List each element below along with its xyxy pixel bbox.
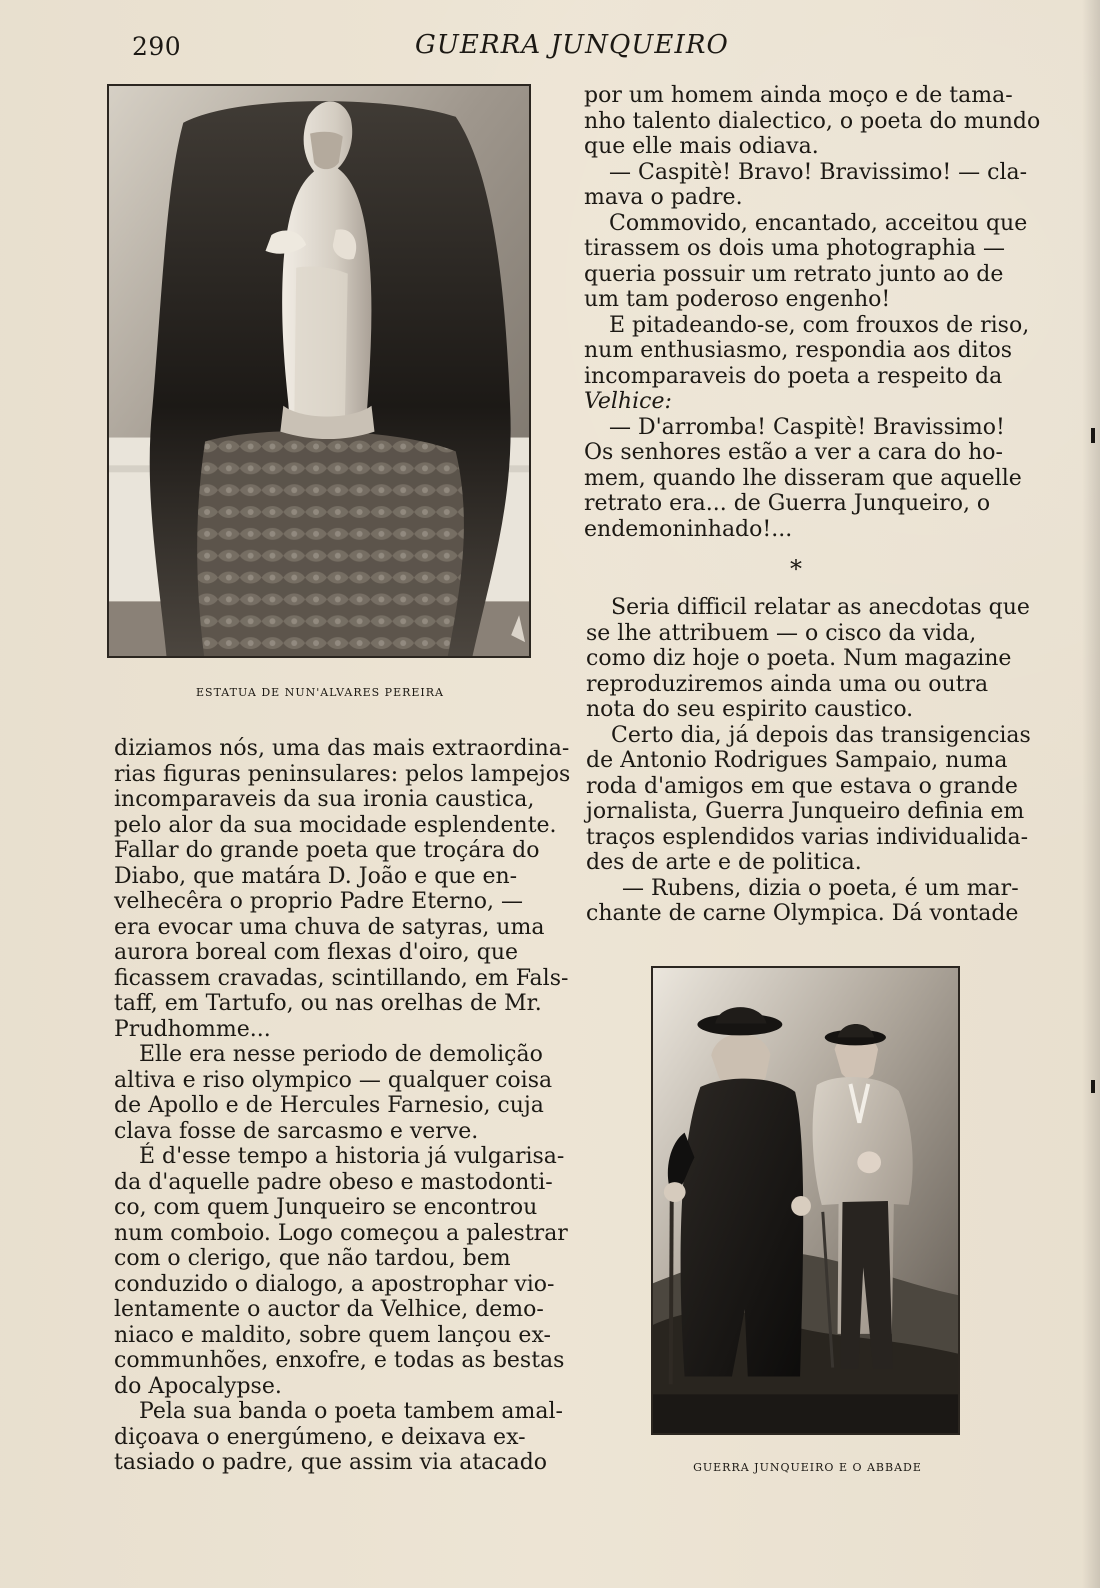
right-top-line-2: nho talento dialectico, o poeta do mundo (584, 108, 1041, 134)
left-line-4: pelo alor da sua mocidade esplendente. (114, 812, 557, 838)
left-line-9: aurora boreal com flexas d'oiro, que (114, 940, 519, 965)
statue-photograph (107, 84, 531, 658)
right-top-line-17: retrato era... de Guerra Junqueiro, o (584, 491, 991, 516)
right-bottom-line-2: se lhe attribuem — o cisco da vida, (586, 620, 977, 646)
left-line-12: Prudhomme... (114, 1016, 271, 1042)
right-column-top-text (584, 83, 1041, 542)
right-column-bottom-text (586, 595, 1031, 927)
statue-caption: ESTATUA DE NUN'ALVARES PEREIRA (196, 686, 444, 699)
left-line-24: niaco e maldito, sobre quem lançou ex- (114, 1322, 551, 1348)
right-top-line-12: incomparaveis do poeta a respeito da (584, 363, 1003, 389)
right-top-line-15: Os senhores estão a ver a cara do ho- (584, 440, 1003, 465)
right-bottom-line-6: Certo dia, já depois das transigencias (611, 722, 1031, 748)
right-top-line-13: Velhice: (584, 389, 672, 414)
left-line-18: da d'aquelle padre obeso e mastodonti- (114, 1169, 553, 1195)
margin-mark-lower (1091, 1080, 1095, 1093)
left-line-14: altiva e riso olympico — qualquer coisa (114, 1067, 553, 1093)
left-line-11: taff, em Tartufo, ou nas orelhas de Mr. (114, 991, 542, 1016)
left-line-25: communhões, enxofre, e todas as bestas (114, 1348, 565, 1373)
right-bottom-line-13: chante de carne Olympica. Dá vontade (586, 901, 1019, 926)
right-top-line-8: queria possuir um retrato junto ao de (584, 261, 1004, 287)
right-top-line-18: endemoninhado!... (584, 516, 793, 542)
left-line-27: Pela sua banda o poeta tambem amal- (139, 1399, 563, 1424)
left-line-16: clava fosse de sarcasmo e verve. (114, 1118, 479, 1144)
right-top-line-11: num enthusiasmo, respondia aos ditos (584, 338, 1013, 363)
junqueiro-and-abbade-photograph (651, 966, 960, 1435)
left-line-10: ficassem cravadas, scintillando, em Fals- (114, 965, 569, 991)
right-top-line-10: E pitadeando-se, com frouxos de riso, (609, 312, 1030, 338)
left-line-29: tasiado o padre, que assim via atacado (114, 1450, 548, 1475)
right-top-line-9: um tam poderoso engenho! (584, 287, 891, 312)
left-line-26: do Apocalypse. (114, 1373, 282, 1399)
left-line-13: Elle era nesse periodo de demolição (139, 1042, 543, 1067)
left-line-7: velhecêra o proprio Padre Eterno, — (114, 889, 523, 914)
right-bottom-line-8: roda d'amigos em que estava o grande (586, 773, 1018, 799)
page-number: 290 (132, 32, 182, 61)
right-bottom-line-3: como diz hoje o poeta. Num magazine (586, 646, 1012, 671)
left-line-2: rias figuras peninsulares: pelos lampejos (114, 761, 571, 787)
left-line-8: era evocar uma chuva de satyras, uma (114, 914, 545, 940)
left-line-15: de Apollo e de Hercules Farnesio, cuja (114, 1093, 544, 1118)
left-line-28: diçoava o energúmeno, e deixava ex- (114, 1424, 526, 1450)
left-line-19: co, com quem Junqueiro se encontrou (114, 1195, 538, 1220)
section-separator: * (790, 555, 802, 583)
right-bottom-line-7: de Antonio Rodrigues Sampaio, numa (586, 748, 1008, 773)
right-top-line-16: mem, quando lhe disseram que aquelle (584, 465, 1022, 491)
left-line-6: Diabo, que matára D. João e que en- (114, 863, 518, 889)
right-bottom-line-5: nota do seu espirito caustico. (586, 697, 914, 722)
right-bottom-line-4: reproduziremos ainda uma ou outra (586, 671, 989, 697)
right-top-line-1: por um homem ainda moço e de tama- (584, 83, 1013, 108)
left-line-1: diziamos nós, uma das mais extraordina- (114, 736, 570, 761)
right-top-line-14: — D'arromba! Caspitè! Bravissimo! (609, 414, 1005, 440)
right-bottom-line-10: traços esplendidos varias individualida- (586, 824, 1029, 850)
left-line-3: incomparaveis da sua ironia caustica, (114, 787, 535, 812)
left-line-22: conduzido o dialogo, a apostrophar vio- (114, 1271, 555, 1297)
right-bottom-line-11: des de arte e de politica. (586, 850, 862, 875)
left-line-5: Fallar do grande poeta que troçára do (114, 838, 540, 863)
junqueiro-and-abbade-caption: GUERRA JUNQUEIRO E O ABBADE (693, 1461, 922, 1474)
right-bottom-line-1: Seria difficil relatar as anecdotas que (611, 595, 1030, 620)
right-bottom-line-9: jornalista, Guerra Junqueiro definia em (586, 799, 1025, 824)
running-head: GUERRA JUNQUEIRO (415, 30, 729, 60)
left-line-21: com o clerigo, que não tardou, bem (114, 1246, 511, 1271)
left-line-20: num comboio. Logo começou a palestrar (114, 1220, 568, 1246)
right-top-line-7: tirassem os dois uma photographia — (584, 236, 1005, 261)
right-top-line-6: Commovido, encantado, acceitou que (609, 210, 1028, 236)
left-line-23: lentamente o auctor da Velhice, demo- (114, 1297, 544, 1322)
right-top-line-5: mava o padre. (584, 185, 743, 210)
left-column-text (114, 736, 571, 1476)
left-line-17: É d'esse tempo a historia já vulgarisa- (139, 1144, 565, 1169)
margin-mark-upper (1091, 428, 1095, 443)
right-top-line-4: — Caspitè! Bravo! Bravissimo! — cla- (609, 159, 1028, 185)
right-top-line-3: que elle mais odiava. (584, 134, 819, 159)
right-bottom-line-12: — Rubens, dizia o poeta, é um mar- (622, 875, 1019, 901)
